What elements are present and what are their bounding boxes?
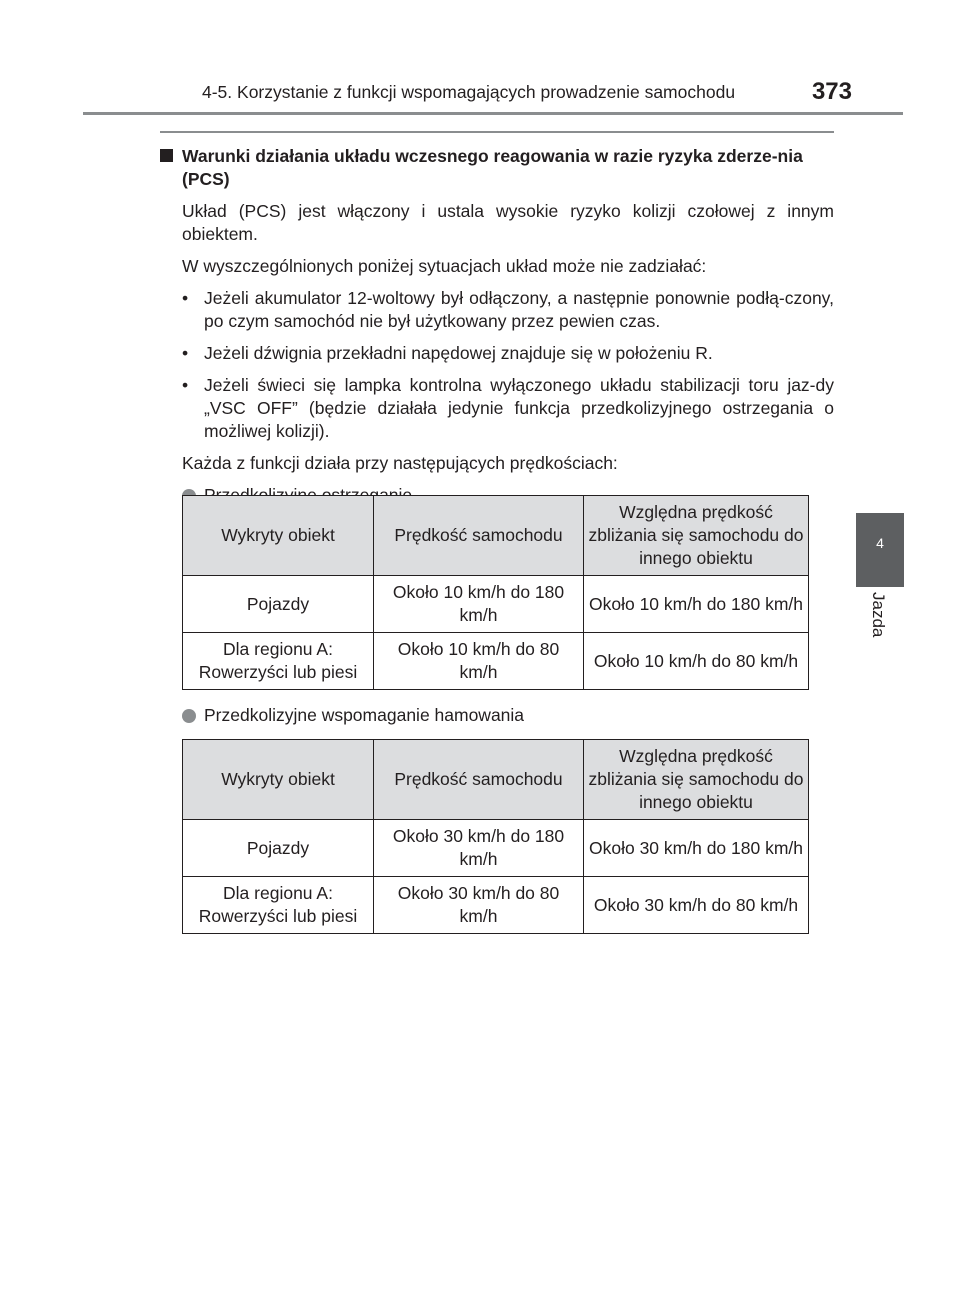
section-content <box>160 145 834 507</box>
square-bullet-icon <box>160 149 173 162</box>
table-cell: Około 10 km/h do 180 km/h <box>374 576 584 633</box>
table-cell: Około 30 km/h do 180 km/h <box>584 820 809 877</box>
table-header-row <box>183 740 809 820</box>
table-row <box>183 820 809 877</box>
header-divider <box>83 112 903 115</box>
circle-bullet-icon <box>182 709 196 723</box>
table-header-cell: Wykryty obiekt <box>183 740 374 820</box>
speed-table-braking <box>182 739 809 934</box>
subsection-heading-braking <box>160 704 834 727</box>
paragraph-3: Każda z funkcji działa przy następujących prędkościach: <box>182 453 618 473</box>
table-cell: Około 30 km/h do 80 km/h <box>584 877 809 934</box>
table-header-row <box>183 496 809 576</box>
section-heading <box>160 145 834 191</box>
table-row <box>183 877 809 934</box>
section-divider <box>160 131 834 133</box>
table-cell: Dla regionu A: Rowerzyści lub piesi <box>183 877 374 934</box>
table-cell: Około 10 km/h do 180 km/h <box>584 576 809 633</box>
speed-table-warning <box>182 495 809 690</box>
bullet-dot: • <box>182 288 189 308</box>
list-item-text: Jeżeli dźwignia przekładni napędowej znajduje się w położeniu R. <box>204 343 713 363</box>
table-cell: Około 30 km/h do 80 km/h <box>374 877 584 934</box>
chapter-label: Jazda <box>869 592 888 638</box>
subsection-heading-text: Przedkolizyjne wspomaganie hamowania <box>204 705 525 725</box>
page-number: 373 <box>811 78 852 105</box>
bullet-dot: • <box>182 343 189 363</box>
table-header-cell: Względna prędkość zbliżania się samochodu do innego obiektu <box>584 740 809 820</box>
list-item-text: Jeżeli świeci się lampka kontrolna wyłączonego układu stabilizacji toru jaz-dy „VSC OFF” (będzie działała jedynie funkcja przedkolizyjnego ostrzegania o możliwej kolizji). <box>204 375 834 441</box>
table-cell: Około 10 km/h do 80 km/h <box>374 633 584 690</box>
chapter-label-box <box>856 588 904 668</box>
bullet-dot: • <box>182 375 189 395</box>
paragraph-2: W wyszczególnionych poniżej sytuacjach układ może nie zadziałać: <box>182 256 707 276</box>
table-cell: Około 10 km/h do 80 km/h <box>584 633 809 690</box>
list-item <box>160 342 834 365</box>
chapter-number: 4 <box>876 535 884 551</box>
table-cell: Dla regionu A: Rowerzyści lub piesi <box>183 633 374 690</box>
table-cell: Pojazdy <box>183 820 374 877</box>
table-cell: Pojazdy <box>183 576 374 633</box>
section-heading-text: Warunki działania układu wczesnego reagowania w razie ryzyka zderze-nia (PCS) <box>182 146 803 189</box>
table-header-cell: Prędkość samochodu <box>374 496 584 576</box>
list-item-text: Jeżeli akumulator 12-woltowy był odłączony, a następnie ponownie podłą-czony, po czym samochód nie był użytkowany przez pewien czas. <box>204 288 834 331</box>
list-item <box>160 374 834 443</box>
table-cell: Około 30 km/h do 180 km/h <box>374 820 584 877</box>
table-header-cell: Wykryty obiekt <box>183 496 374 576</box>
running-header: 4-5. Korzystanie z funkcji wspomagających prowadzenie samochodu <box>202 82 736 102</box>
chapter-tab <box>856 513 904 587</box>
table-row <box>183 633 809 690</box>
table-header-cell: Względna prędkość zbliżania się samochodu do innego obiektu <box>584 496 809 576</box>
paragraph-1: Układ (PCS) jest włączony i ustala wysokie ryzyko kolizji czołowej z innym obiektem. <box>182 201 834 244</box>
table-row <box>183 576 809 633</box>
table-header-cell: Prędkość samochodu <box>374 740 584 820</box>
subsection-braking <box>160 704 834 727</box>
list-item <box>160 287 834 333</box>
